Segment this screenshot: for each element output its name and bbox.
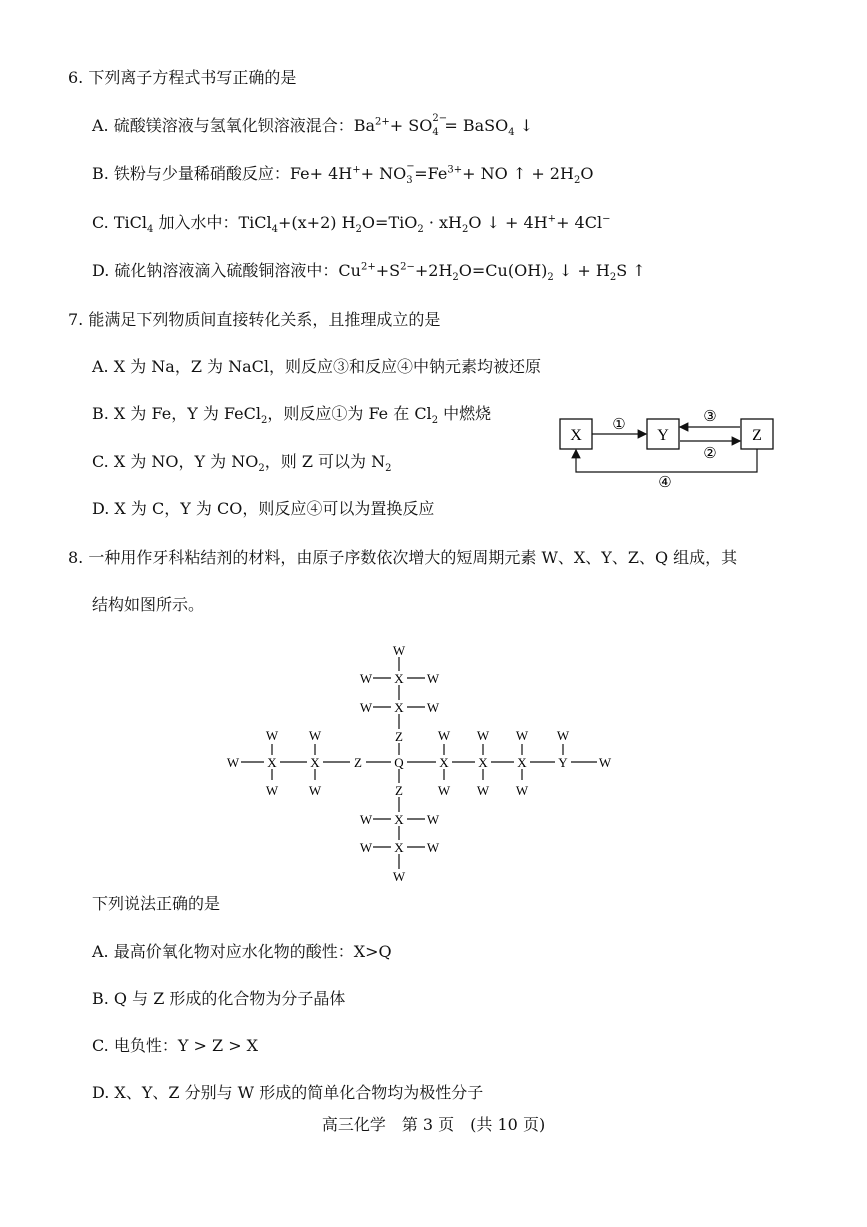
w-atom: W — [426, 671, 440, 686]
q8-stem-line2: 结构如图所示。 — [92, 595, 205, 614]
q6-option-b: B. 铁粉与少量稀硝酸反应：Fe+ 4H++ NO − 3 $=Fe^{3+}+$ NO ↑ + $2H_2O$ — [92, 161, 594, 187]
q8-option-d: D. X、Y、Z 分别与 W 形成的简单化合物均为极性分子 — [92, 1083, 484, 1102]
q-atom: Q — [394, 755, 404, 770]
label-x: X — [570, 427, 582, 444]
label-r3: ③ — [703, 409, 717, 425]
label-r1: ① — [612, 417, 626, 433]
q6-stem: 6. 下列离子方程式书写正确的是 — [68, 68, 297, 87]
q8-stem-line1: 8. 一种用作牙科粘结剂的材料，由原子序数依次增大的短周期元素 W、X、Y、Z、Q 组成，其 — [68, 548, 738, 567]
w-atom: W — [426, 812, 440, 827]
q7-option-a: A. X 为 Na，Z 为 NaCl，则反应③和反应④中钠元素均被还原 — [92, 357, 542, 376]
x-atom: X — [439, 755, 449, 770]
x-atom: X — [517, 755, 527, 770]
label-z: Z — [752, 427, 762, 444]
x-atom: X — [394, 700, 404, 715]
q8-prompt: 下列说法正确的是 — [92, 894, 221, 913]
q6-option-a: A. 硫酸镁溶液与氢氧化钡溶液混合：$Ba^{2+}+$ SO 2− 4 = BaSO$_4$ ↓ — [92, 113, 534, 139]
w-atom: W — [426, 840, 440, 855]
page-footer: 高三化学 第 3 页 (共 10 页) — [321, 1115, 546, 1134]
q7-stem: 7. 能满足下列物质间直接转化关系，且推理成立的是 — [68, 310, 441, 329]
x-atom: X — [478, 755, 488, 770]
y-atom: Y — [558, 755, 568, 770]
arrow-4 — [576, 449, 757, 472]
z-atom: Z — [395, 729, 403, 744]
q6-option-c: C. TiCl$_4$ 加入水中：TiCl$_4$+(x+2) $H_2O=TiO_2 \cdot xH_2O$ ↓ + 4H++ 4Cl− — [92, 213, 611, 236]
x-atom: X — [394, 812, 404, 827]
q8-molecular-structure — [220, 638, 620, 890]
w-atom: W — [515, 783, 529, 798]
w-atom: W — [308, 728, 322, 743]
w-atom: W — [556, 728, 570, 743]
w-atom: W — [359, 700, 373, 715]
q7-option-d: D. X 为 C，Y 为 CO，则反应④可以为置换反应 — [92, 499, 435, 518]
q7-option-b: B. X 为 Fe，Y 为 FeCl$_2$，则反应①为 Fe 在 $Cl_2$ 中燃烧 — [92, 404, 492, 427]
w-atom: W — [437, 728, 451, 743]
w-atom: W — [426, 700, 440, 715]
w-atom: W — [515, 728, 529, 743]
w-atom: W — [359, 671, 373, 686]
x-atom: X — [394, 840, 404, 855]
z-atom: Z — [395, 783, 403, 798]
x-atom: X — [310, 755, 320, 770]
w-atom: W — [308, 783, 322, 798]
q7-conversion-diagram — [555, 402, 785, 490]
w-atom: W — [392, 643, 406, 658]
w-atom: W — [476, 783, 490, 798]
w-atom: W — [359, 812, 373, 827]
x-atom: X — [267, 755, 277, 770]
w-atom: W — [598, 755, 612, 770]
q8-option-c: C. 电负性：Y > Z > X — [92, 1036, 259, 1055]
x-atom: X — [394, 671, 404, 686]
w-atom: W — [265, 728, 279, 743]
w-atom: W — [392, 869, 406, 884]
q8-option-b: B. Q 与 Z 形成的化合物为分子晶体 — [92, 989, 346, 1008]
w-atom: W — [226, 755, 240, 770]
q6-option-d: D. 硫化钠溶液滴入硫酸铜溶液中：$Cu^{2+}+S^{2-}+2H_2O=Cu(OH)_2$ ↓ + $H_2S$ ↑ — [92, 261, 646, 284]
w-atom: W — [437, 783, 451, 798]
label-r4: ④ — [658, 475, 672, 490]
z-atom: Z — [354, 755, 362, 770]
q8-option-a: A. 最高价氧化物对应水化物的酸性：X>Q — [92, 942, 392, 961]
w-atom: W — [359, 840, 373, 855]
w-atom: W — [265, 783, 279, 798]
w-atom: W — [476, 728, 490, 743]
q7-option-c: C. X 为 NO，Y 为 $NO_2$，则 Z 可以为 $N_2$ — [92, 452, 392, 475]
label-r2: ② — [703, 446, 717, 462]
label-y: Y — [657, 427, 669, 444]
